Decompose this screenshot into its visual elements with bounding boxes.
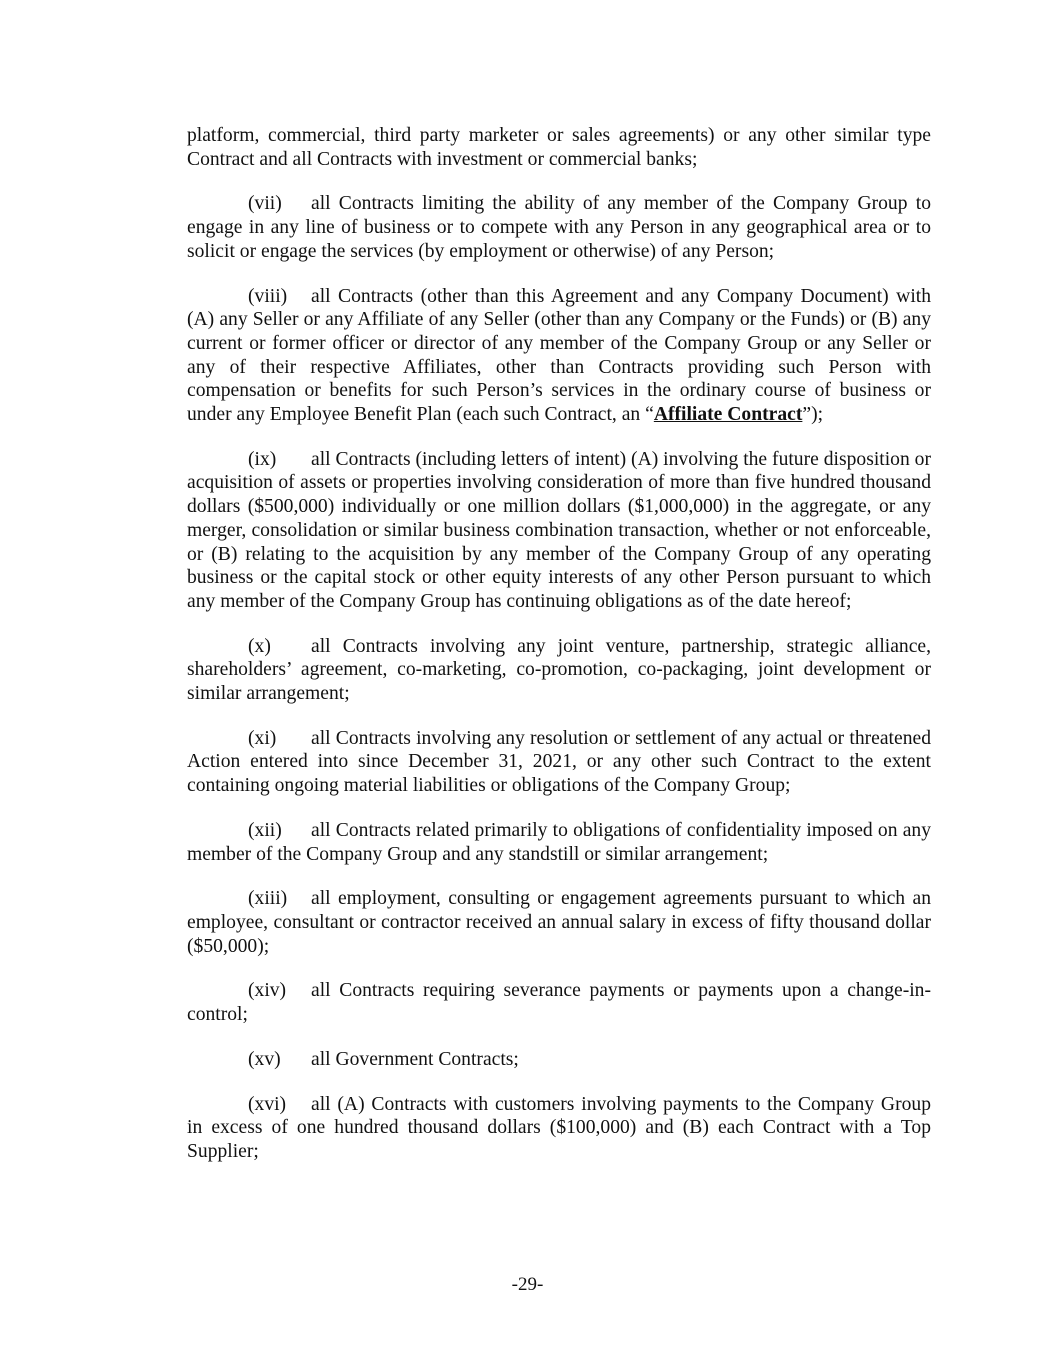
item-numeral: (vii) bbox=[248, 193, 282, 215]
item-numeral: (xii) bbox=[248, 819, 282, 841]
item-numeral: (xvi) bbox=[248, 1093, 287, 1115]
item-numeral: (viii) bbox=[248, 285, 288, 307]
paragraph-vii bbox=[187, 192, 931, 263]
paragraph-x bbox=[187, 635, 931, 706]
item-numeral: (xv) bbox=[248, 1048, 281, 1070]
paragraph-text: all Government Contracts; bbox=[311, 1048, 519, 1070]
item-numeral: (xiv) bbox=[248, 980, 287, 1002]
paragraph-viii bbox=[187, 285, 931, 427]
item-numeral: (xiii) bbox=[248, 888, 288, 910]
paragraph-text: all (A) Contracts with customers involving payments to the Company Group in excess of one hundred thousand dollars ($100,000) and (B) each Contract with a Top Supplier; bbox=[187, 1093, 931, 1162]
paragraph-xvi bbox=[187, 1093, 931, 1164]
paragraph-text: all Contracts (other than this Agreement and any Company Document) with (A) any Seller or any Affiliate of any Seller (other than any Company or the Funds) or (B) any current or former officer or director of any member of the Company Group or any Seller or any of their respective Affiliates, other than Contracts providing such Person with compensation or benefits for such Person’s services in the ordinary course of business or under any Employee Benefit Plan (each such Contract, an “ bbox=[187, 285, 931, 426]
defined-term-affiliate-contract: Affiliate Contract bbox=[653, 404, 803, 426]
paragraph-text: all Contracts related primarily to obligations of confidentiality imposed on any member of the Company Group and any standstill or similar arrangement; bbox=[187, 819, 931, 865]
paragraph-xi bbox=[187, 727, 931, 798]
paragraph-text: platform, commercial, third party marketer or sales agreements) or any other similar type Contract and all Contracts with investment or commercial banks; bbox=[187, 125, 931, 170]
item-numeral: (ix) bbox=[248, 448, 277, 470]
item-numeral: (x) bbox=[248, 635, 271, 657]
paragraph-xiii bbox=[187, 887, 931, 958]
paragraph-text: all Contracts limiting the ability of any member of the Company Group to engage in any line of business or to compete with any Person in any geographical area or to solicit or engage the services (by employment or otherwise) of any Person; bbox=[187, 193, 931, 262]
paragraph-xiv bbox=[187, 979, 931, 1026]
paragraph-text: all Contracts involving any joint venture, partnership, strategic alliance, shareholders’ agreement, co-marketing, co-promotion, co-packaging, joint development or similar arrangement; bbox=[187, 635, 931, 705]
paragraph-xv bbox=[187, 1048, 931, 1072]
paragraph-text: all employment, consulting or engagement agreements pursuant to which an employee, consultant or contractor received an annual salary in excess of fifty thousand dollar ($50,000); bbox=[187, 888, 931, 957]
paragraph-text: all Contracts requiring severance payments or payments upon a change-in-control; bbox=[187, 980, 931, 1026]
paragraph-text-end: ”); bbox=[802, 404, 824, 426]
item-numeral: (xi) bbox=[248, 727, 277, 749]
document-page bbox=[187, 124, 931, 1185]
paragraph-text: all Contracts involving any resolution or settlement of any actual or threatened Action entered into since December 31, 2021, or any other such Contract to the extent containing ongoing material liabilities or obligations of the Company Group; bbox=[187, 727, 931, 797]
paragraph-xii bbox=[187, 819, 931, 866]
paragraph-ix bbox=[187, 448, 931, 614]
page-number: -29- bbox=[511, 1274, 544, 1295]
paragraph-text: all Contracts (including letters of intent) (A) involving the future disposition or acquisition of assets or properties involving consideration of more than five hundred thousand dollars ($500,000) individually or one million dollars ($1,000,000) in the aggregate, or any merger, consolidation or similar business combination transaction, whether or not enforceable, or (B) relating to the acquisition by any member of the Company Group of any operating business or the capital stock or other equity interests of any other Person pursuant to which any member of the Company Group has continuing obligations as of the date hereof; bbox=[187, 448, 931, 612]
paragraph-continuation bbox=[187, 124, 931, 171]
